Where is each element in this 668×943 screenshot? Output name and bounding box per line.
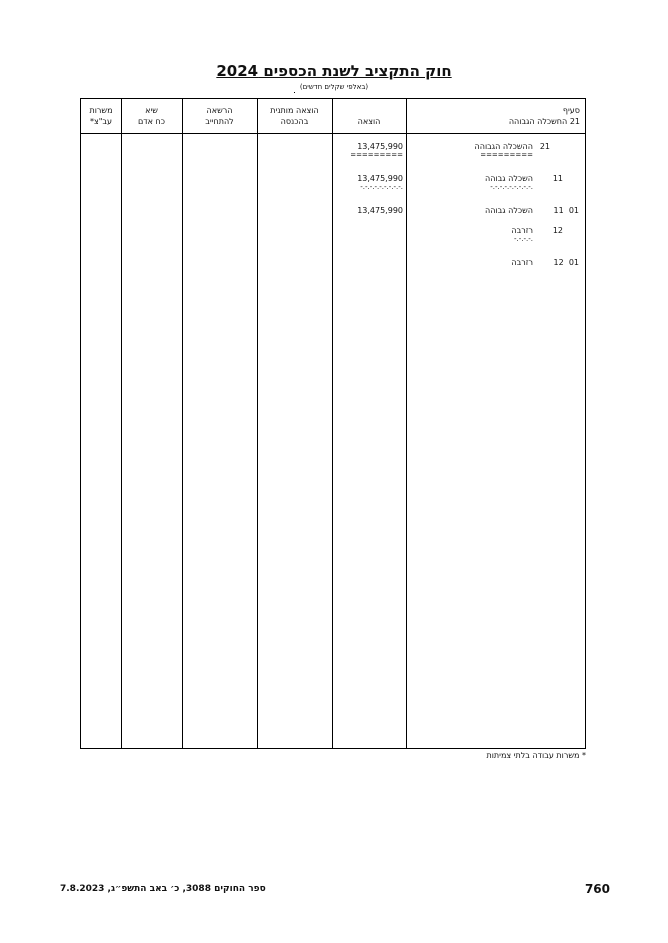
row-code: 12 01	[553, 258, 579, 267]
row-expense: 13,475,990	[357, 142, 403, 151]
page-subtitle: (באלפי שקלים חדשים)	[299, 83, 369, 91]
row-code: 21	[539, 142, 550, 151]
row-code: 11	[552, 174, 563, 183]
header-divider	[81, 133, 585, 134]
row-code: 12	[552, 226, 563, 235]
row-expense: 13,475,990	[357, 206, 403, 215]
stray-dot	[294, 92, 295, 93]
column-divider	[406, 99, 407, 748]
column-divider	[182, 99, 183, 748]
row-name-underline: -.-.-.-.	[513, 235, 533, 243]
row-name-underline: =========	[480, 151, 533, 159]
row-expense: 13,475,990	[357, 174, 403, 183]
row-name: השכלה גבוהה	[485, 206, 533, 215]
column-divider	[332, 99, 333, 748]
row-name-underline: -.-.-.-.-.-.-.-.-.	[490, 183, 533, 191]
row-name: ההשכלה הגבוהה	[474, 142, 533, 151]
header-authorization: הרשאה להתחייב	[205, 106, 234, 126]
page-number: 760	[584, 882, 610, 896]
header-manpower: שיא כח אדם	[137, 106, 166, 126]
row-expense-underline: -.-.-.-.-.-.-.-.-.	[360, 183, 403, 191]
footnote: * משרות עבודה בלתי צמיתות	[486, 751, 586, 760]
budget-table	[80, 98, 586, 749]
column-divider	[121, 99, 122, 748]
publication-reference: ספר החוקים 3088, כ׳ באב התשפ״ג, 7.8.2023	[60, 884, 266, 894]
page-title: חוק התקציב לשנת הכספים 2024	[216, 62, 452, 80]
header-expense: הוצאה	[357, 117, 381, 126]
header-section: סעיף 21 החשכלה הגבוהה	[508, 106, 580, 126]
row-expense-underline: =========	[350, 151, 403, 159]
row-name: רזרבה	[511, 226, 533, 235]
header-contractor-positions: משרות עב"צ*	[89, 106, 113, 126]
header-conditional-expense: הוצאה מותנית בהכנסה	[270, 106, 319, 126]
row-name: השכלה גבוהה	[485, 174, 533, 183]
row-code: 11 01	[553, 206, 579, 215]
row-name: רזרבה	[511, 258, 533, 267]
column-divider	[257, 99, 258, 748]
